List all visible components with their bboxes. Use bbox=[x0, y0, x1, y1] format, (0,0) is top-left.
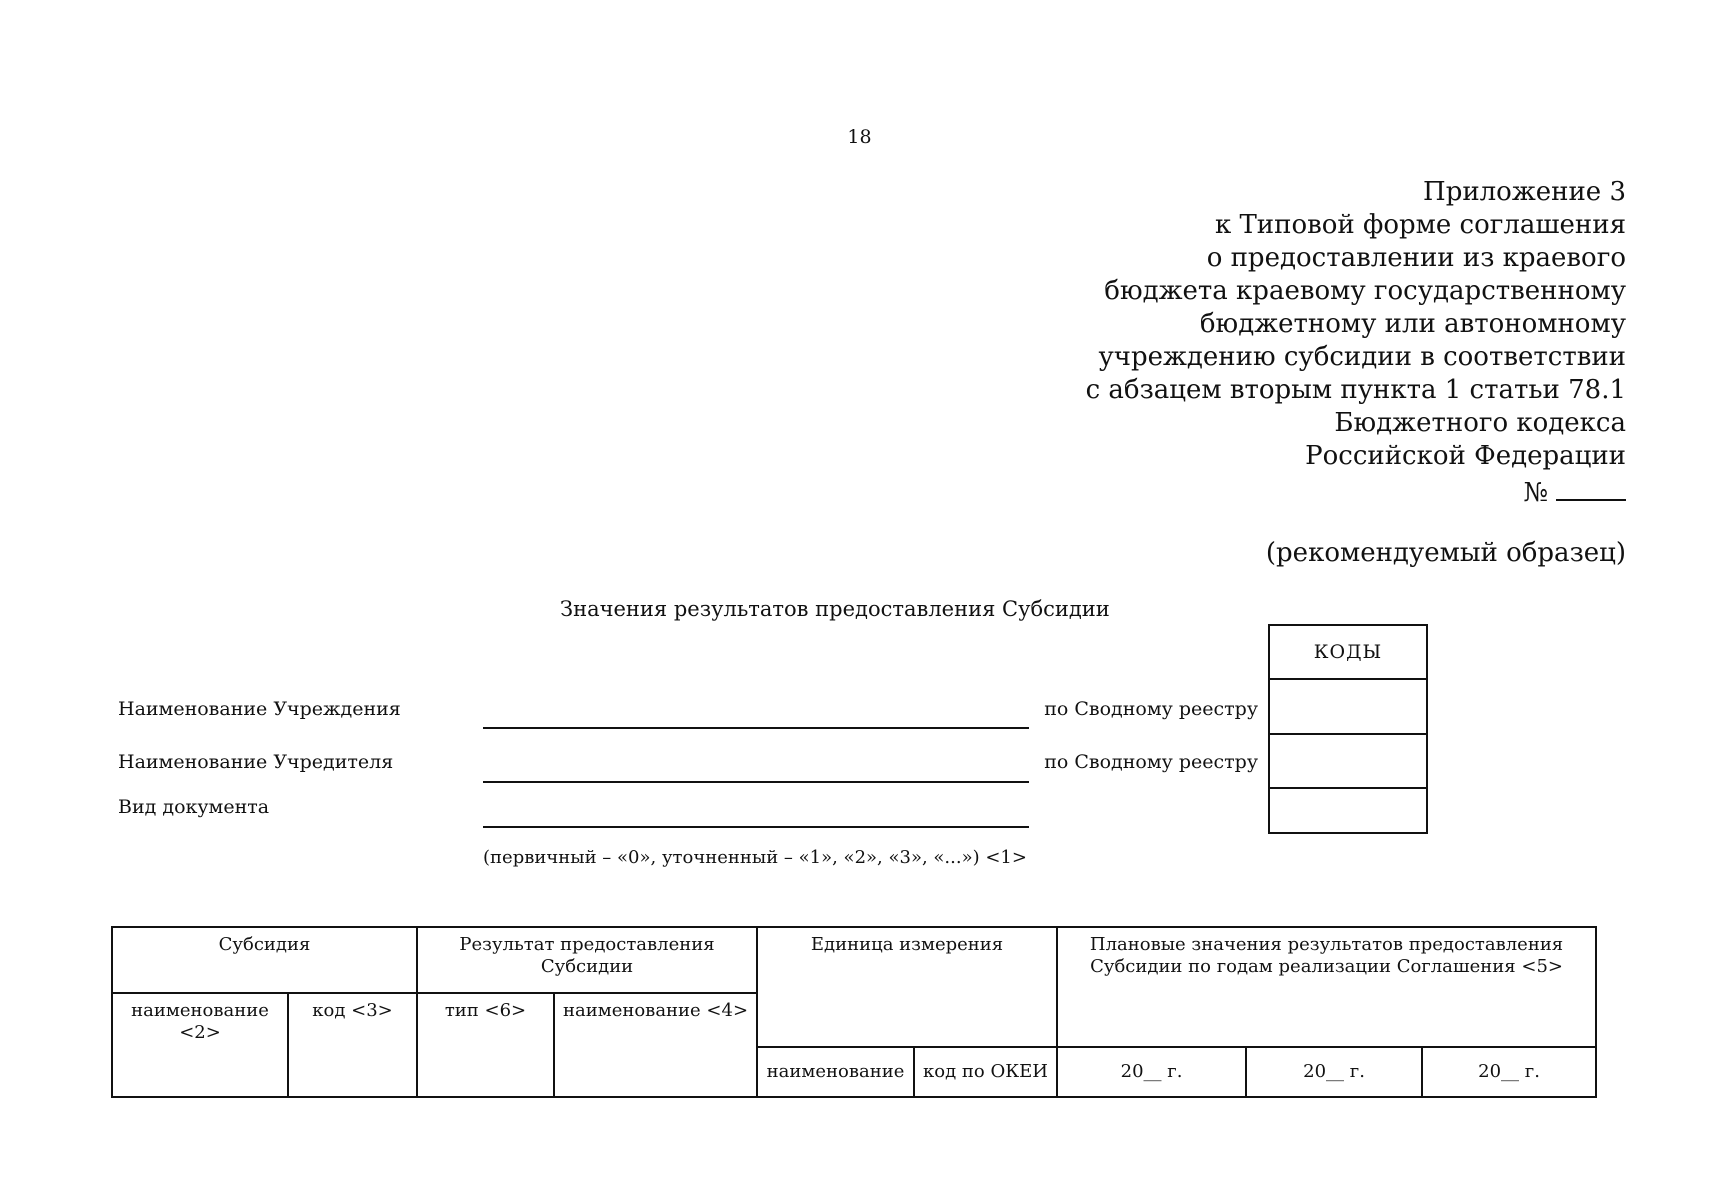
agreement-number-blank bbox=[1556, 473, 1626, 501]
appendix-line: к Типовой форме соглашения bbox=[1214, 210, 1626, 240]
appendix-line: о предоставлении из краевого bbox=[1206, 243, 1626, 273]
register-label: по Сводному реестру bbox=[1044, 751, 1258, 773]
appendix-line: с абзацем вторым пункта 1 статьи 78.1 bbox=[1085, 375, 1626, 405]
appendix-line: бюджета краевому государственному bbox=[1104, 276, 1626, 306]
number-sign: № bbox=[1523, 478, 1548, 508]
doc-type-field-line bbox=[483, 826, 1029, 828]
appendix-line: Приложение 3 bbox=[1423, 177, 1626, 207]
institution-field-line bbox=[483, 727, 1029, 729]
form-title: Значения результатов предоставления Субсидии bbox=[560, 597, 1110, 621]
codes-header: КОДЫ bbox=[1270, 626, 1426, 680]
header-result-name: наименование <4> bbox=[554, 993, 757, 1097]
appendix-line: учреждению субсидии в соответствии bbox=[1098, 342, 1626, 372]
results-table bbox=[111, 926, 1597, 1098]
appendix-header bbox=[1086, 176, 1626, 510]
doc-type-label: Вид документа bbox=[118, 796, 270, 818]
register-label: по Сводному реестру bbox=[1044, 698, 1258, 720]
appendix-line: Бюджетного кодекса bbox=[1334, 408, 1626, 438]
header-subsidy-name: наименование <2> bbox=[112, 993, 288, 1097]
appendix-line: Российской Федерации bbox=[1305, 441, 1626, 471]
founder-field-line bbox=[483, 781, 1029, 783]
header-year: 20__ г. bbox=[1057, 1047, 1246, 1097]
header-year: 20__ г. bbox=[1422, 1047, 1596, 1097]
codes-box bbox=[1268, 624, 1428, 834]
codes-cell-doc-type bbox=[1270, 789, 1426, 832]
header-unit: Единица измерения bbox=[757, 927, 1057, 1047]
codes-cell-institution bbox=[1270, 680, 1426, 735]
page-number: 18 bbox=[847, 126, 872, 148]
header-result: Результат предоставления Субсидии bbox=[417, 927, 757, 993]
header-unit-okei: код по ОКЕИ bbox=[914, 1047, 1057, 1097]
institution-label: Наименование Учреждения bbox=[118, 698, 401, 720]
recommended-sample-label: (рекомендуемый образец) bbox=[1265, 538, 1626, 568]
agreement-number-line bbox=[1086, 473, 1626, 510]
appendix-line: бюджетному или автономному bbox=[1199, 309, 1626, 339]
founder-label: Наименование Учредителя bbox=[118, 751, 394, 773]
doc-type-hint: (первичный – «0», уточненный – «1», «2», «3», «...») <1> bbox=[483, 847, 1027, 868]
codes-cell-founder bbox=[1270, 735, 1426, 789]
header-unit-name: наименование bbox=[757, 1047, 914, 1097]
header-planned-values: Плановые значения результатов предоставления Субсидии по годам реализации Соглашения <5> bbox=[1057, 927, 1596, 1047]
header-year: 20__ г. bbox=[1246, 1047, 1422, 1097]
header-result-type: тип <6> bbox=[417, 993, 554, 1097]
header-subsidy: Субсидия bbox=[112, 927, 417, 993]
header-subsidy-code: код <3> bbox=[288, 993, 417, 1097]
